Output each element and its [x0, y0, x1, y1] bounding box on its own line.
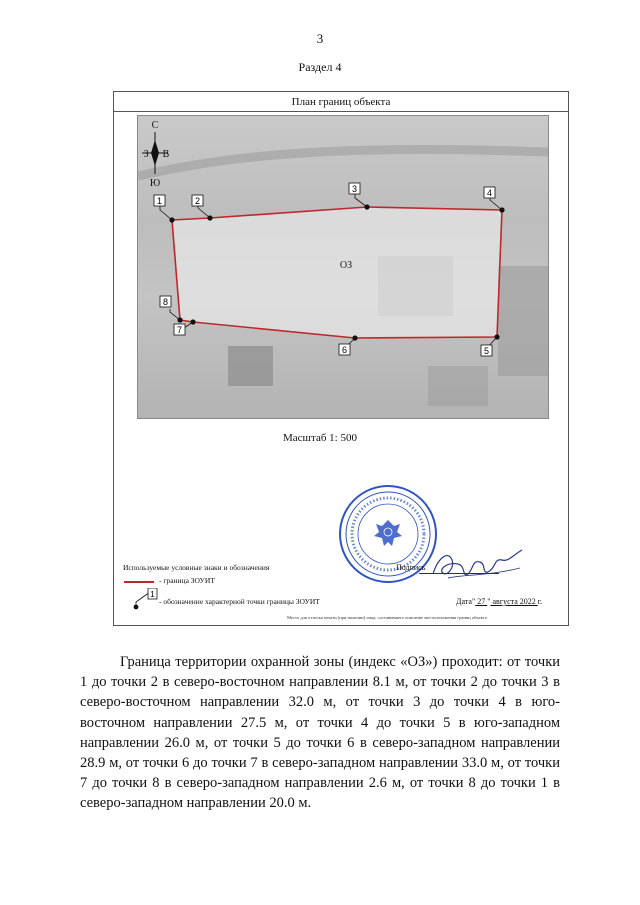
point-4-marker — [484, 187, 505, 213]
zone-label: ОЗ — [339, 260, 353, 271]
point-3-marker — [349, 183, 370, 210]
compass-east: В — [162, 149, 170, 160]
point-6-marker — [339, 335, 358, 355]
map-scale: Масштаб 1: 500 — [283, 432, 357, 444]
section-title: Раздел 4 — [298, 60, 342, 74]
compass-north: С — [151, 120, 159, 131]
building-bottom-right — [428, 366, 488, 406]
signature-line — [419, 573, 499, 574]
seal-footnote: Место для оттиска печати (при наличии) лица, составившего описание местоположения границ объекта — [287, 615, 487, 620]
point-7-label: 7 — [176, 325, 183, 335]
legend-boundary-line — [124, 581, 154, 583]
legend-point-number: 1 — [150, 590, 155, 599]
building-bottom-left — [228, 346, 273, 386]
point-2-label: 2 — [194, 196, 201, 206]
legend-title: Используемые условные знаки и обозначения — [123, 563, 270, 572]
point-7-marker — [174, 319, 196, 335]
handwritten-signature — [428, 538, 528, 584]
legend-point-marker — [126, 588, 160, 610]
page-number: 3 — [316, 31, 324, 46]
satellite-map — [137, 115, 549, 419]
point-4-label: 4 — [486, 188, 493, 198]
point-5-label: 5 — [483, 346, 490, 356]
point-1-label: 1 — [156, 196, 163, 206]
compass-south: Ю — [149, 178, 161, 189]
zone-area — [172, 207, 502, 338]
tree-line-right — [498, 266, 548, 376]
point-1-marker — [154, 195, 175, 223]
point-6-label: 6 — [341, 345, 348, 355]
date-block — [456, 597, 542, 606]
point-2-marker — [192, 195, 213, 221]
point-3-label: 3 — [351, 184, 358, 194]
signature-label: Подпись — [396, 563, 426, 572]
road-curve — [138, 149, 548, 176]
date-mid: " — [487, 597, 491, 606]
plan-title: План границ объекта — [114, 92, 568, 112]
legend-point-label: - обозначение характерной точки границы ЗОУИТ — [159, 597, 320, 606]
date-suffix: г. — [537, 597, 543, 606]
point-8-label: 8 — [162, 297, 169, 307]
date-month: августа 2022 — [490, 597, 538, 606]
legend-boundary-label: - граница ЗОУИТ — [159, 576, 215, 585]
eagle-emblem-icon — [374, 520, 402, 546]
boundary-description: Граница территории охранной зоны (индекс «ОЗ») проходит: от точки 1 до точки 2 в северо-восточном направлении 8.1 м, от точки 2 до точки 3 в северо-восточном направлении 32.0 м, от точки 3 до точки 4 в юго-восточном направлении 27.5 м, от точки 4 до точки 5 в юго-западном направлении 26.0 м, от точки 5 до точки 6 в северо-западном направлении 28.9 м, от точки 6 до точки 7 в северо-западном направлении 33.0 м, от точки 7 до точки 8 в северо-западном направлении 2.6 м, от точки 8 до точки 1 в северо-западном направлении 20.0 м. — [80, 654, 560, 812]
date-day: 27 — [475, 597, 488, 606]
compass-west: З — [143, 149, 149, 160]
date-prefix: Дата" — [456, 597, 476, 606]
